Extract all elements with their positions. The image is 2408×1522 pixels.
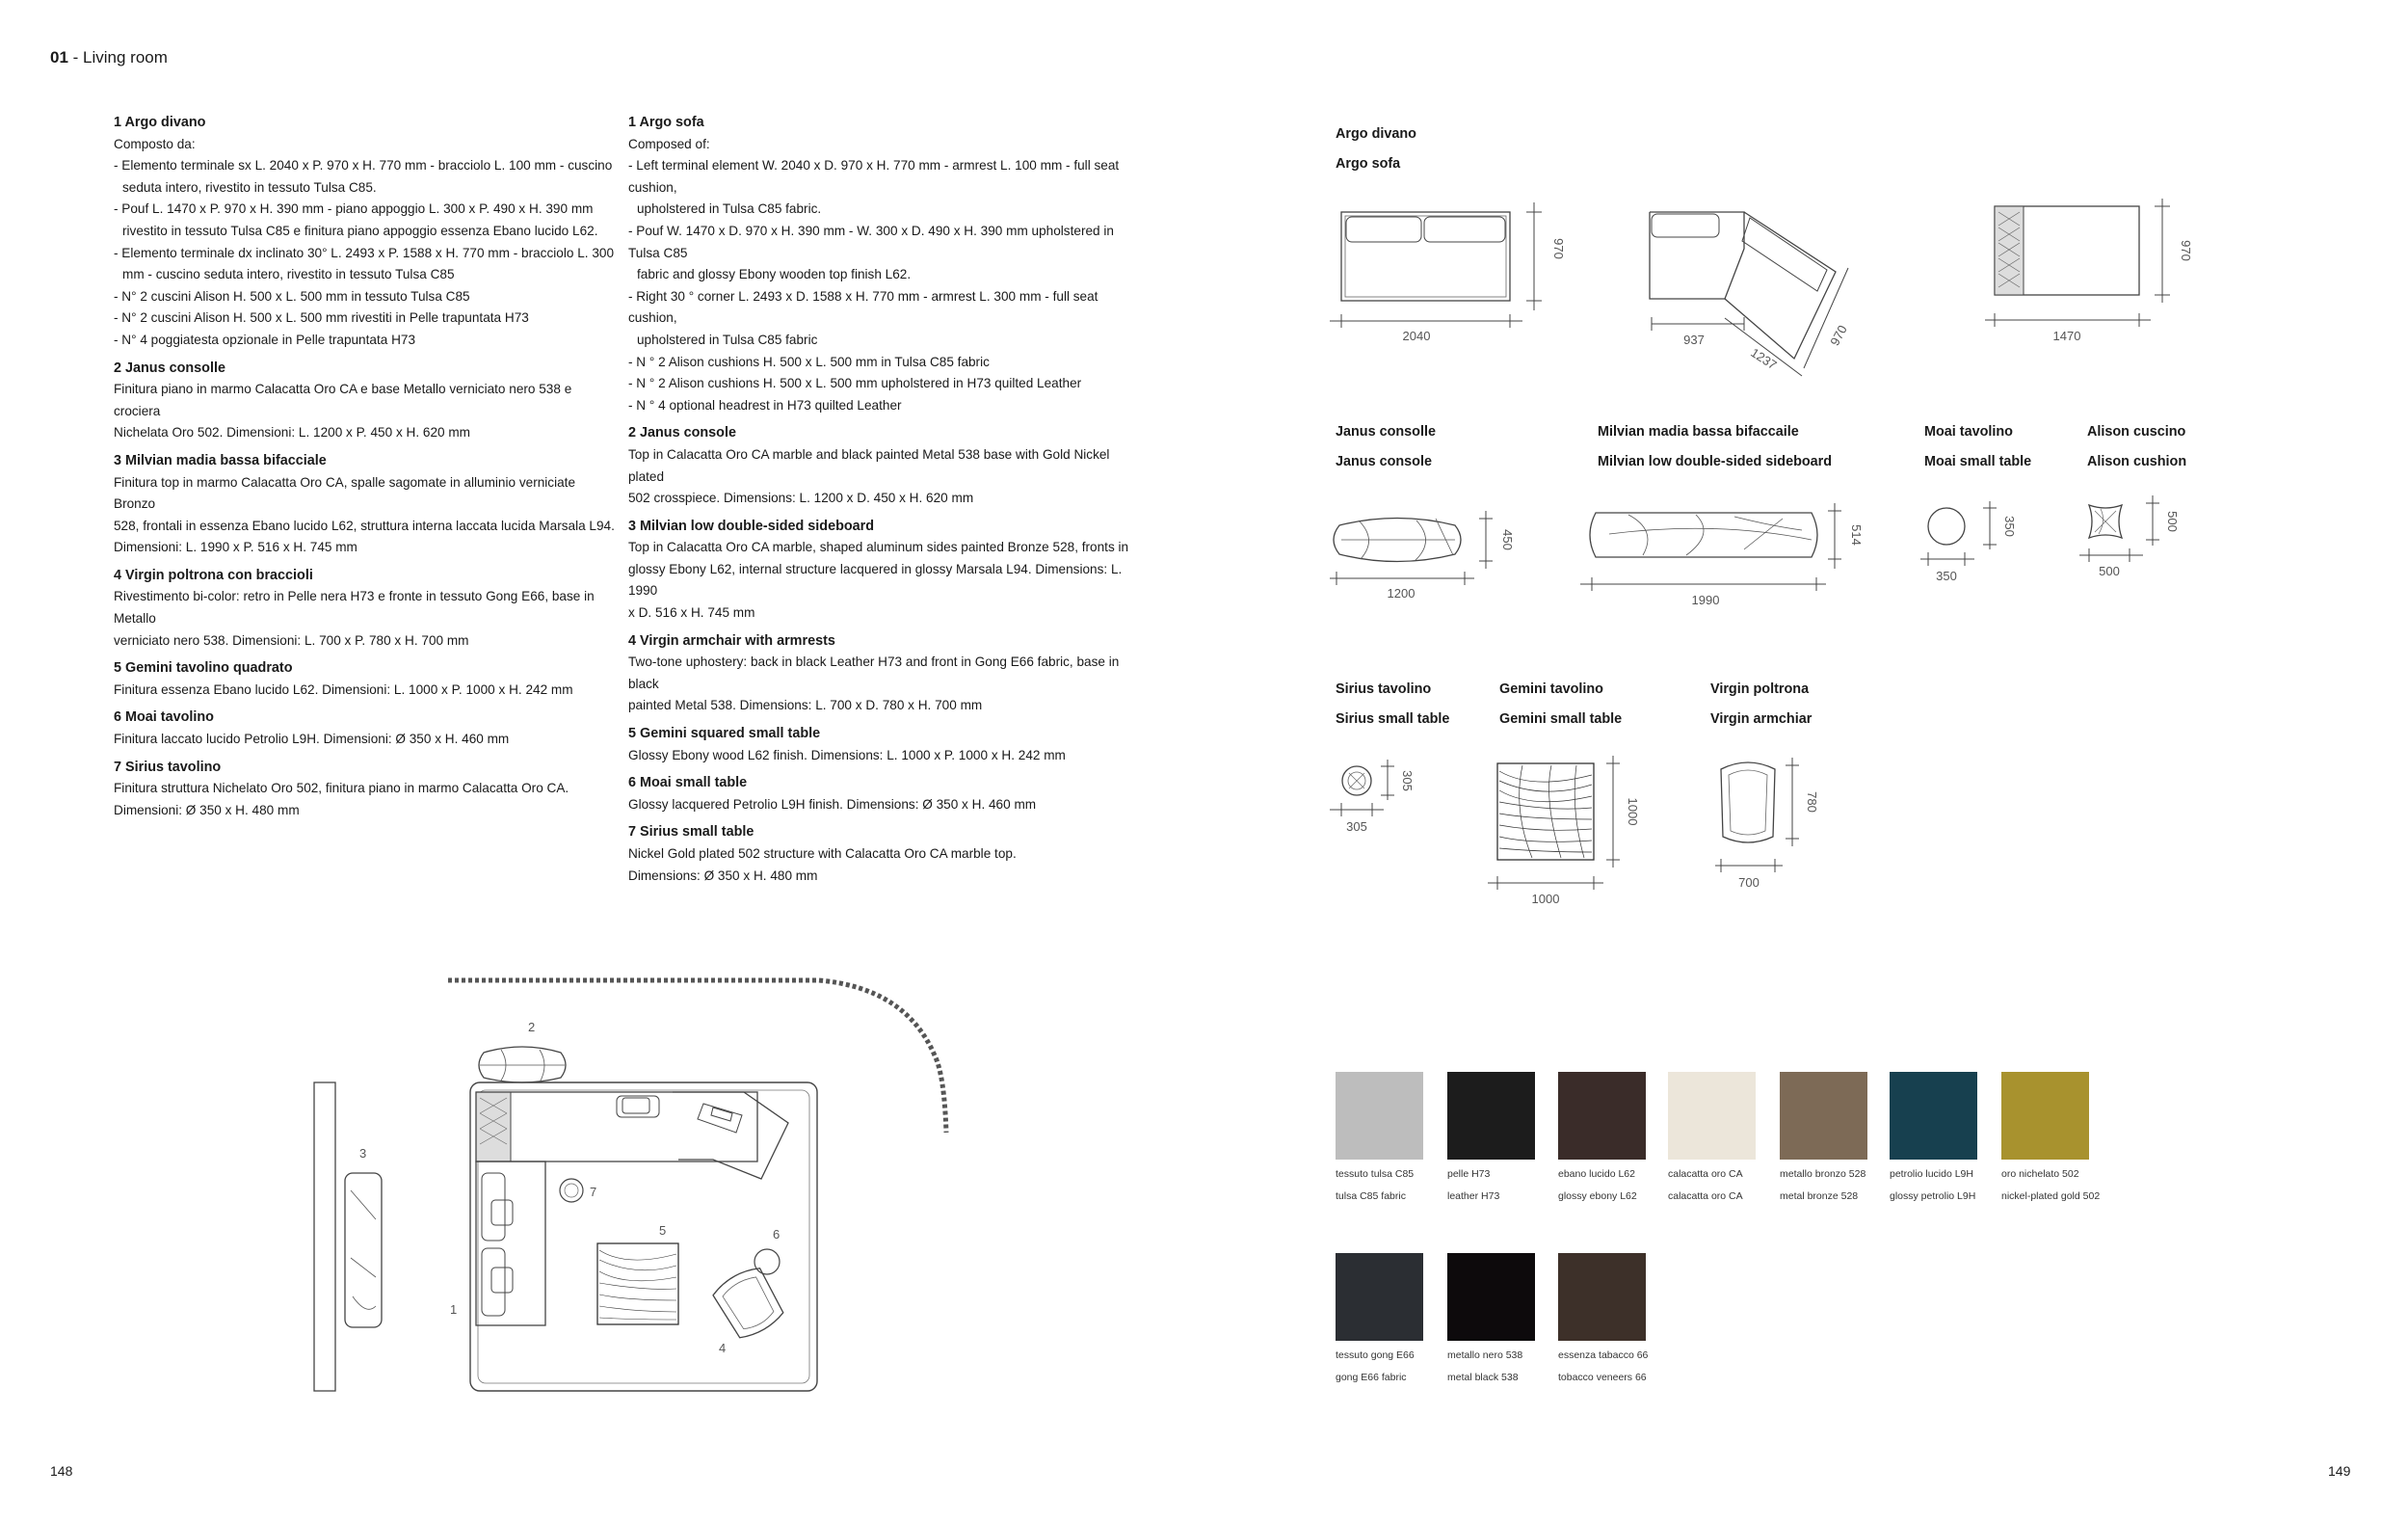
swatch-label-en: leather H73: [1447, 1190, 1500, 1202]
product-description-line: Dimensioni: Ø 350 x H. 480 mm: [114, 802, 300, 817]
alison-dim-width: 500: [2099, 564, 2120, 578]
milvian-dim-width: 1990: [1691, 593, 1720, 607]
product-description-line: Finitura piano in marmo Calacatta Oro CA e base Metallo verniciato nero 538 e crociera: [114, 382, 572, 418]
product-description-line: - Right 30 ° corner L. 2493 x D. 1588 x H. 770 mm - armrest L. 300 mm - full seat cushion,: [628, 288, 1098, 326]
argo-pouf-drawing: [1975, 193, 2207, 347]
gemini-label-it: Gemini tavolino: [1499, 681, 1603, 697]
page-number-left: 148: [50, 1463, 73, 1479]
swatch-label-en: glossy petrolio L9H: [1890, 1190, 1976, 1202]
swatch-label-it: metallo nero 538: [1447, 1349, 1523, 1361]
product-description-line: Dimensions: Ø 350 x H. 480 mm: [628, 868, 818, 883]
swatch-label-it: oro nichelato 502: [2001, 1168, 2079, 1180]
swatch-label-it: ebano lucido L62: [1558, 1168, 1635, 1180]
moai-label-it: Moai tavolino: [1924, 424, 2013, 440]
product-description-line: 528, frontali in essenza Ebano lucido L62, struttura interna laccata lucida Marsala L94.: [114, 518, 615, 533]
swatch-label-it: pelle H73: [1447, 1168, 1491, 1180]
product-description-line: seduta intero, rivestito in tessuto Tulsa C85.: [122, 179, 377, 195]
product-heading: 3 Milvian low double-sided sideboard: [628, 518, 875, 534]
argo-dim-2040: 2040: [1402, 329, 1431, 343]
material-swatch: [1558, 1253, 1648, 1389]
product-heading: 3 Milvian madia bassa bifacciale: [114, 452, 327, 468]
swatch-label-it: essenza tabacco 66: [1558, 1349, 1649, 1361]
product-description-line: x D. 516 x H. 745 mm: [628, 605, 755, 621]
material-swatch: [1890, 1072, 1977, 1208]
product-description-line: Dimensioni: L. 1990 x P. 516 x H. 745 mm: [114, 540, 357, 555]
virgin-dim-width: 700: [1738, 875, 1760, 890]
material-swatch: [1780, 1072, 1867, 1208]
product-description-line: - N ° 2 Alison cushions H. 500 x L. 500 mm in Tulsa C85 fabric: [628, 354, 990, 369]
swatch-color-sample: [2001, 1072, 2089, 1160]
product-description-line: Composto da:: [114, 136, 196, 151]
argo-dim-1237: 1237: [1748, 345, 1780, 373]
argo-label-it: Argo divano: [1336, 126, 1416, 142]
swatch-label-en: tobacco veneers 66: [1558, 1372, 1647, 1383]
product-description-line: - Elemento terminale dx inclinato 30° L. 2493 x P. 1588 x H. 770 mm - bracciolo L. 300: [114, 245, 615, 260]
product-heading: 6 Moai tavolino: [114, 709, 214, 726]
english-description-column: [628, 112, 1129, 887]
sirius-dim-depth: 305: [1400, 770, 1415, 791]
milvian-dim-depth: 514: [1849, 524, 1864, 546]
swatch-label-en: metal black 538: [1447, 1372, 1519, 1383]
swatch-label-en: calacatta oro CA: [1668, 1190, 1743, 1202]
product-heading: 6 Moai small table: [628, 775, 748, 791]
product-description-line: upholstered in Tulsa C85 fabric.: [637, 201, 822, 217]
product-description-line: glossy Ebony L62, internal structure lacquered in glossy Marsala L94. Dimensions: L. 1990: [628, 561, 1123, 599]
alison-dim-depth: 500: [2165, 511, 2180, 532]
product-description-line: - Elemento terminale sx L. 2040 x P. 970 x H. 770 mm - bracciolo L. 100 mm - cuscino: [114, 158, 613, 174]
argo-label-en: Argo sofa: [1336, 156, 1401, 172]
gemini-labels: [1499, 675, 1622, 734]
swatch-label-en: metal bronze 528: [1780, 1190, 1859, 1202]
swatch-color-sample: [1668, 1072, 1756, 1160]
material-swatch: [1447, 1253, 1535, 1389]
virgin-labels: [1710, 675, 1812, 734]
alison-drawing: [2072, 492, 2197, 598]
product-description-line: fabric and glossy Ebony wooden top finish L62.: [637, 267, 912, 282]
product-heading: 1 Argo sofa: [628, 115, 704, 130]
product-description-line: Top in Calacatta Oro CA marble and black painted Metal 538 base with Gold Nickel plated: [628, 446, 1110, 484]
page-number-right: 149: [2328, 1463, 2351, 1479]
moai-dim-depth: 350: [2002, 516, 2017, 537]
sirius-label-it: Sirius tavolino: [1336, 681, 1432, 697]
italian-description-column: [114, 112, 615, 821]
living-room-floor-plan: [308, 969, 1002, 1402]
plan-number-1: 1: [450, 1302, 458, 1317]
product-description-line: Glossy lacquered Petrolio L9H finish. Dimensions: Ø 350 x H. 460 mm: [628, 796, 1037, 812]
swatch-label-en: nickel-plated gold 502: [2001, 1190, 2101, 1202]
moai-dim-width: 350: [1936, 569, 1957, 583]
product-heading: 5 Gemini tavolino quadrato: [114, 660, 293, 677]
product-heading: 2 Janus consolle: [114, 360, 225, 376]
janus-drawing: [1320, 492, 1513, 607]
swatch-color-sample: [1336, 1072, 1423, 1160]
sirius-dim-width: 305: [1346, 819, 1367, 834]
section-title: [50, 48, 168, 67]
sirius-label-en: Sirius small table: [1336, 711, 1450, 727]
product-description-line: Finitura essenza Ebano lucido L62. Dimensioni: L. 1000 x P. 1000 x H. 242 mm: [114, 681, 573, 697]
product-description-line: mm - cuscino seduta intero, rivestito in tessuto Tulsa C85: [122, 267, 455, 282]
sirius-drawing: [1320, 752, 1426, 858]
virgin-label-en: Virgin armchiar: [1710, 711, 1813, 727]
plan-number-5: 5: [659, 1223, 667, 1238]
moai-drawing: [1913, 492, 2019, 598]
product-description-line: Composed of:: [628, 136, 710, 151]
swatch-label-it: tessuto tulsa C85: [1336, 1168, 1415, 1180]
swatch-color-sample: [1336, 1253, 1423, 1341]
section-name: - Living room: [67, 48, 168, 67]
product-description-line: Finitura top in marmo Calacatta Oro CA, spalle sagomate in alluminio verniciate Bronzo: [114, 474, 576, 512]
plan-number-3: 3: [359, 1146, 367, 1161]
product-description-line: verniciato nero 538. Dimensioni: L. 700 x P. 780 x H. 700 mm: [114, 632, 469, 648]
gemini-dim-width: 1000: [1531, 892, 1560, 906]
virgin-label-it: Virgin poltrona: [1710, 681, 1810, 697]
argo-left-element-drawing: [1320, 193, 1571, 347]
janus-labels: [1336, 417, 1436, 477]
argo-dim-970b: 970: [1827, 322, 1850, 348]
swatch-color-sample: [1447, 1253, 1535, 1341]
milvian-label-it: Milvian madia bassa bifaccaile: [1598, 424, 1799, 440]
virgin-dim-depth: 780: [1805, 791, 1819, 813]
swatch-label-en: gong E66 fabric: [1336, 1372, 1407, 1383]
product-heading: 2 Janus console: [628, 425, 736, 441]
argo-dim-970a: 970: [1551, 238, 1566, 259]
swatch-color-sample: [1780, 1072, 1867, 1160]
plan-number-2: 2: [528, 1020, 536, 1034]
janus-dim-depth: 450: [1500, 529, 1515, 550]
product-description-line: Glossy Ebony wood L62 finish. Dimensions: L. 1000 x P. 1000 x H. 242 mm: [628, 747, 1066, 762]
janus-label-en: Janus console: [1336, 454, 1432, 469]
moai-labels: [1924, 417, 2031, 477]
alison-labels: [2087, 417, 2186, 477]
milvian-drawing: [1571, 492, 1864, 617]
swatch-label-it: calacatta oro CA: [1668, 1168, 1743, 1180]
product-description-line: - Pouf L. 1470 x P. 970 x H. 390 mm - piano appoggio L. 300 x P. 490 x H. 390 mm: [114, 201, 594, 217]
material-swatch: [1558, 1072, 1646, 1208]
material-swatch: [2001, 1072, 2100, 1208]
product-description-line: - Pouf W. 1470 x D. 970 x H. 390 mm - W. 300 x D. 490 x H. 390 mm upholstered in Tulsa C85: [628, 223, 1114, 260]
product-description-line: Top in Calacatta Oro CA marble, shaped aluminum sides painted Bronze 528, fronts in: [628, 540, 1129, 555]
janus-label-it: Janus consolle: [1336, 424, 1436, 440]
product-description-line: - Left terminal element W. 2040 x D. 970 x H. 770 mm - armrest L. 100 mm - full seat cushion,: [628, 158, 1120, 195]
moai-label-en: Moai small table: [1924, 454, 2032, 469]
gemini-label-en: Gemini small table: [1499, 711, 1623, 727]
swatch-color-sample: [1890, 1072, 1977, 1160]
product-heading: 7 Sirius tavolino: [114, 759, 222, 775]
product-heading: 1 Argo divano: [114, 115, 206, 130]
swatch-label-it: metallo bronzo 528: [1780, 1168, 1866, 1180]
alison-label-en: Alison cushion: [2087, 454, 2187, 469]
material-swatch: [1668, 1072, 1756, 1208]
plan-number-7: 7: [590, 1185, 597, 1199]
product-heading: 7 Sirius small table: [628, 824, 754, 841]
swatch-label-it: petrolio lucido L9H: [1890, 1168, 1973, 1180]
product-description-line: 502 crosspiece. Dimensions: L. 1200 x D. 450 x H. 620 mm: [628, 491, 974, 506]
product-description-line: - N° 2 cuscini Alison H. 500 x L. 500 mm in tessuto Tulsa C85: [114, 288, 470, 304]
material-swatch: [1336, 1253, 1423, 1389]
milvian-labels: [1598, 417, 1832, 477]
argo-dim-937: 937: [1683, 333, 1705, 347]
product-description-line: Nickel Gold plated 502 structure with Calacatta Oro CA marble top.: [628, 846, 1017, 861]
swatch-color-sample: [1558, 1253, 1646, 1341]
janus-dim-width: 1200: [1387, 586, 1416, 601]
material-swatch: [1447, 1072, 1535, 1208]
argo-labels: [1336, 120, 1416, 179]
product-description-line: Rivestimento bi-color: retro in Pelle nera H73 e fronte in tessuto Gong E66, base in Metallo: [114, 589, 595, 627]
swatch-color-sample: [1447, 1072, 1535, 1160]
product-heading: 5 Gemini squared small table: [628, 726, 821, 742]
product-heading: 4 Virgin armchair with armrests: [628, 632, 835, 649]
swatch-label-en: glossy ebony L62: [1558, 1190, 1637, 1202]
swatch-label-en: tulsa C85 fabric: [1336, 1190, 1406, 1202]
swatch-label-it: tessuto gong E66: [1336, 1349, 1415, 1361]
product-description-line: - N ° 4 optional headrest in H73 quilted Leather: [628, 397, 902, 413]
argo-corner-element-drawing: [1638, 193, 1908, 376]
gemini-dim-depth: 1000: [1626, 797, 1640, 826]
product-heading: 4 Virgin poltrona con braccioli: [114, 567, 313, 583]
argo-dim-1470: 1470: [2052, 329, 2081, 343]
plan-number-4: 4: [719, 1341, 727, 1355]
product-description-line: - N° 2 cuscini Alison H. 500 x L. 500 mm rivestiti in Pelle trapuntata H73: [114, 310, 529, 326]
product-description-line: Finitura struttura Nichelato Oro 502, finitura piano in marmo Calacatta Oro CA.: [114, 781, 569, 796]
sirius-labels: [1336, 675, 1449, 734]
gemini-drawing: [1484, 752, 1638, 916]
product-description-line: Two-tone uphostery: back in black Leather H73 and front in Gong E66 fabric, base in black: [628, 654, 1120, 691]
product-description-line: Finitura laccato lucido Petrolio L9H. Dimensioni: Ø 350 x H. 460 mm: [114, 732, 510, 747]
milvian-label-en: Milvian low double-sided sideboard: [1598, 454, 1833, 469]
virgin-drawing: [1696, 752, 1850, 906]
plan-number-6: 6: [773, 1227, 781, 1242]
product-description-line: - N° 4 poggiatesta opzionale in Pelle trapuntata H73: [114, 332, 416, 347]
product-description-line: - N ° 2 Alison cushions H. 500 x L. 500 mm upholstered in H73 quilted Leather: [628, 376, 1082, 391]
product-description-line: Nichelata Oro 502. Dimensioni: L. 1200 x P. 450 x H. 620 mm: [114, 425, 470, 441]
material-swatch: [1336, 1072, 1423, 1208]
alison-label-it: Alison cuscino: [2087, 424, 2186, 440]
section-number: 01: [50, 48, 68, 67]
argo-dim-970c: 970: [2179, 240, 2193, 261]
product-description-line: upholstered in Tulsa C85 fabric: [637, 332, 818, 347]
product-description-line: rivestito in tessuto Tulsa C85 e finitura piano appoggio essenza Ebano lucido L62.: [122, 223, 598, 238]
swatch-color-sample: [1558, 1072, 1646, 1160]
product-description-line: painted Metal 538. Dimensions: L. 700 x D. 780 x H. 700 mm: [628, 698, 983, 713]
